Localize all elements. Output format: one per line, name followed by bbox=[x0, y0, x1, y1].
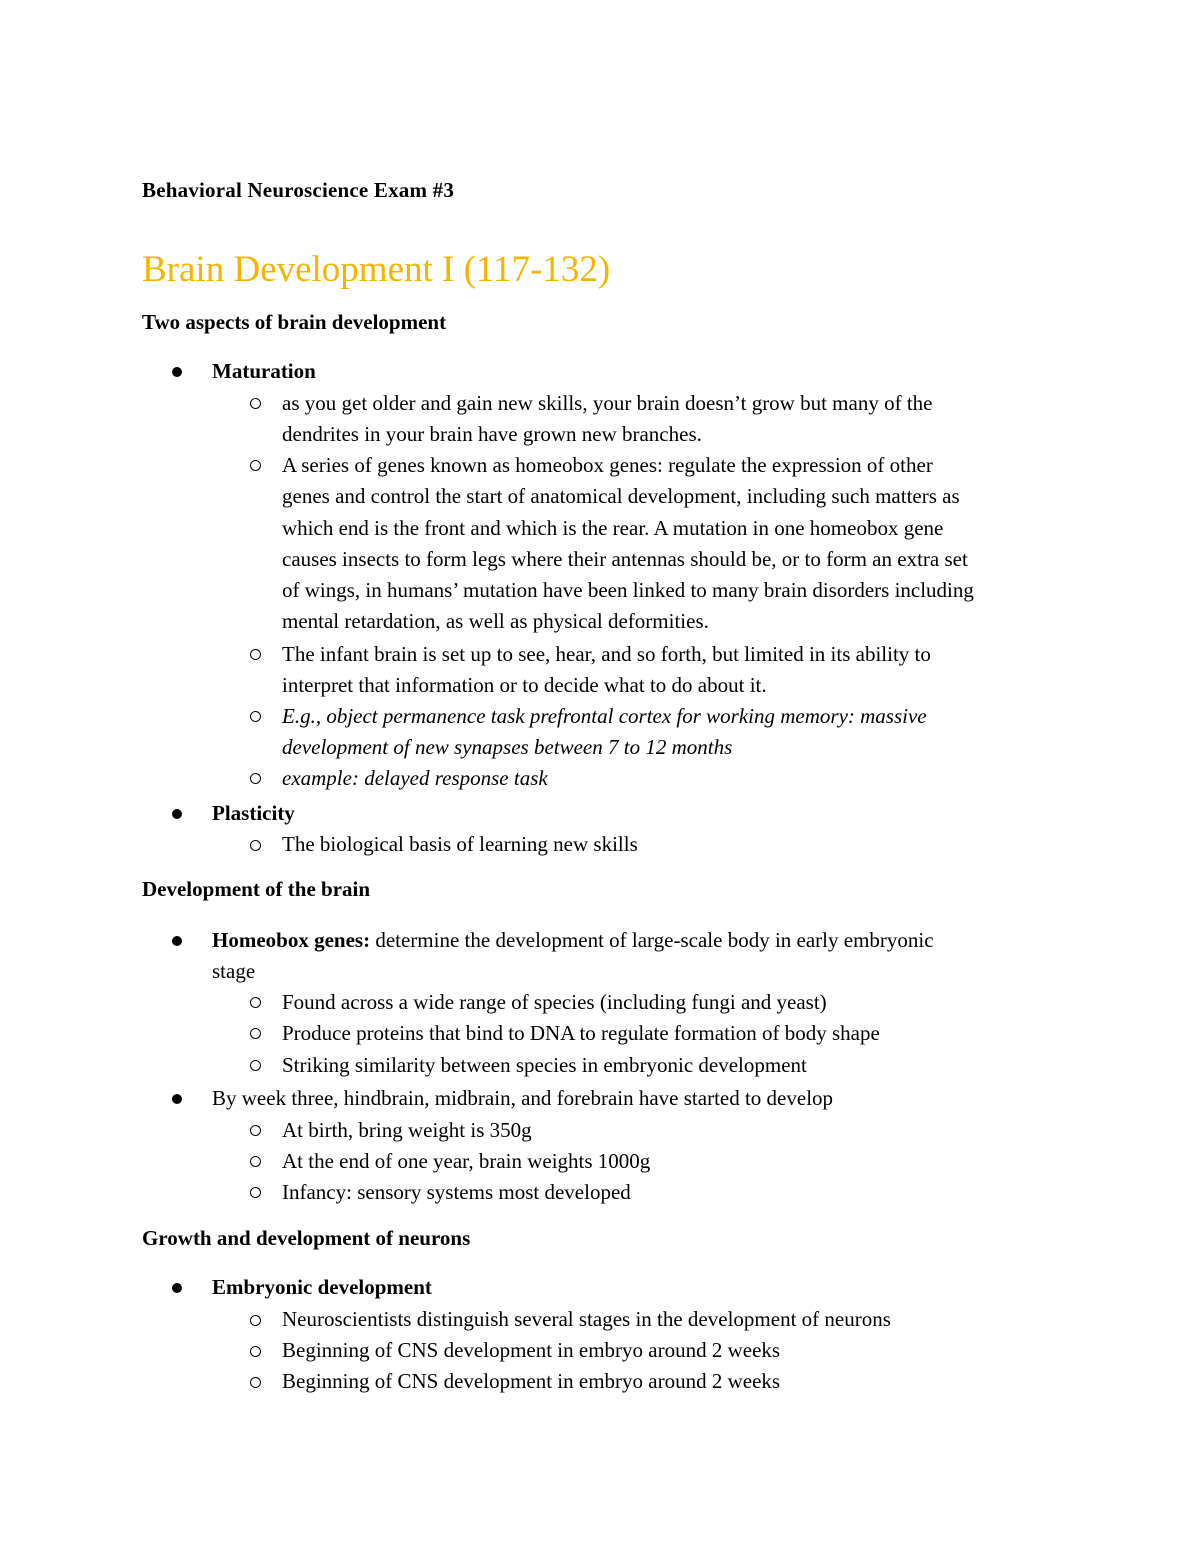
maturation-point-3-line-1: The infant brain is set up to see, hear, and so forth, but limited in its ability to bbox=[282, 642, 931, 666]
maturation-point-2-line-1: A series of genes known as homeobox genes: regulate the expression of other bbox=[282, 453, 933, 477]
sub-bullet-icon bbox=[250, 1125, 261, 1136]
homeobox-line-1 bbox=[212, 925, 934, 956]
homeobox-point-2: Produce proteins that bind to DNA to regulate formation of body shape bbox=[282, 1021, 880, 1045]
homeobox-label: Homeobox genes: bbox=[212, 928, 371, 952]
homeobox-text-2: stage bbox=[212, 959, 256, 983]
maturation-point-1-line-2: dendrites in your brain have grown new branches. bbox=[282, 422, 702, 446]
maturation-point-2-line-3: which end is the front and which is the rear. A mutation in one homeobox gene bbox=[282, 516, 944, 540]
maturation-point-2-line-5: of wings, in humans’ mutation have been linked to many brain disorders including bbox=[282, 578, 974, 602]
sub-bullet-icon bbox=[250, 840, 261, 851]
week-three-point-3: Infancy: sensory systems most developed bbox=[282, 1180, 631, 1204]
bullet-icon bbox=[172, 1283, 182, 1293]
sub-bullet-icon bbox=[250, 711, 261, 722]
maturation-label: Maturation bbox=[212, 359, 316, 383]
week-three-text: By week three, hindbrain, midbrain, and forebrain have started to develop bbox=[212, 1086, 834, 1110]
maturation-point-4-line-1: E.g., object permanence task prefrontal cortex for working memory: massive bbox=[282, 704, 927, 728]
subheading-development: Development of the brain bbox=[142, 877, 371, 901]
subheading-neurons: Growth and development of neurons bbox=[142, 1226, 471, 1250]
section-heading: Brain Development I (117-132) bbox=[142, 249, 611, 290]
week-three-point-2: At the end of one year, brain weights 1000g bbox=[282, 1149, 651, 1173]
bullet-icon bbox=[172, 1094, 182, 1104]
sub-bullet-icon bbox=[250, 773, 261, 784]
maturation-point-5: example: delayed response task bbox=[282, 766, 548, 790]
homeobox-text-1: determine the development of large-scale body in early embryonic bbox=[370, 928, 934, 952]
embryonic-point-2: Beginning of CNS development in embryo around 2 weeks bbox=[282, 1338, 781, 1362]
maturation-point-2-line-2: genes and control the start of anatomical development, including such matters as bbox=[282, 484, 960, 508]
homeobox-point-1: Found across a wide range of species (including fungi and yeast) bbox=[282, 990, 827, 1014]
sub-bullet-icon bbox=[250, 1315, 261, 1326]
maturation-point-2-line-4: causes insects to form legs where their antennas should be, or to form an extra set bbox=[282, 547, 968, 571]
bullet-icon bbox=[172, 809, 182, 819]
sub-bullet-icon bbox=[250, 460, 261, 471]
plasticity-point-1: The biological basis of learning new skills bbox=[282, 832, 638, 856]
maturation-point-2-line-6: mental retardation, as well as physical deformities. bbox=[282, 609, 709, 633]
maturation-point-3-line-2: interpret that information or to decide what to do about it. bbox=[282, 673, 767, 697]
week-three-point-1: At birth, bring weight is 350g bbox=[282, 1118, 532, 1142]
sub-bullet-icon bbox=[250, 997, 261, 1008]
sub-bullet-icon bbox=[250, 1346, 261, 1357]
sub-bullet-icon bbox=[250, 1060, 261, 1071]
sub-bullet-icon bbox=[250, 1028, 261, 1039]
maturation-point-4-line-2: development of new synapses between 7 to 12 months bbox=[282, 735, 733, 759]
document-title: Behavioral Neuroscience Exam #3 bbox=[142, 178, 455, 202]
sub-bullet-icon bbox=[250, 1377, 261, 1388]
maturation-point-1-line-1: as you get older and gain new skills, your brain doesn’t grow but many of the bbox=[282, 391, 933, 415]
homeobox-point-3: Striking similarity between species in embryonic development bbox=[282, 1053, 807, 1077]
embryonic-label: Embryonic development bbox=[212, 1275, 432, 1299]
embryonic-point-3: Beginning of CNS development in embryo around 2 weeks bbox=[282, 1369, 781, 1393]
sub-bullet-icon bbox=[250, 1156, 261, 1167]
subheading-two-aspects: Two aspects of brain development bbox=[142, 310, 447, 334]
bullet-icon bbox=[172, 367, 182, 377]
bullet-icon bbox=[172, 936, 182, 946]
sub-bullet-icon bbox=[250, 649, 261, 660]
sub-bullet-icon bbox=[250, 398, 261, 409]
plasticity-label: Plasticity bbox=[212, 801, 295, 825]
embryonic-point-1: Neuroscientists distinguish several stages in the development of neurons bbox=[282, 1307, 891, 1331]
sub-bullet-icon bbox=[250, 1187, 261, 1198]
